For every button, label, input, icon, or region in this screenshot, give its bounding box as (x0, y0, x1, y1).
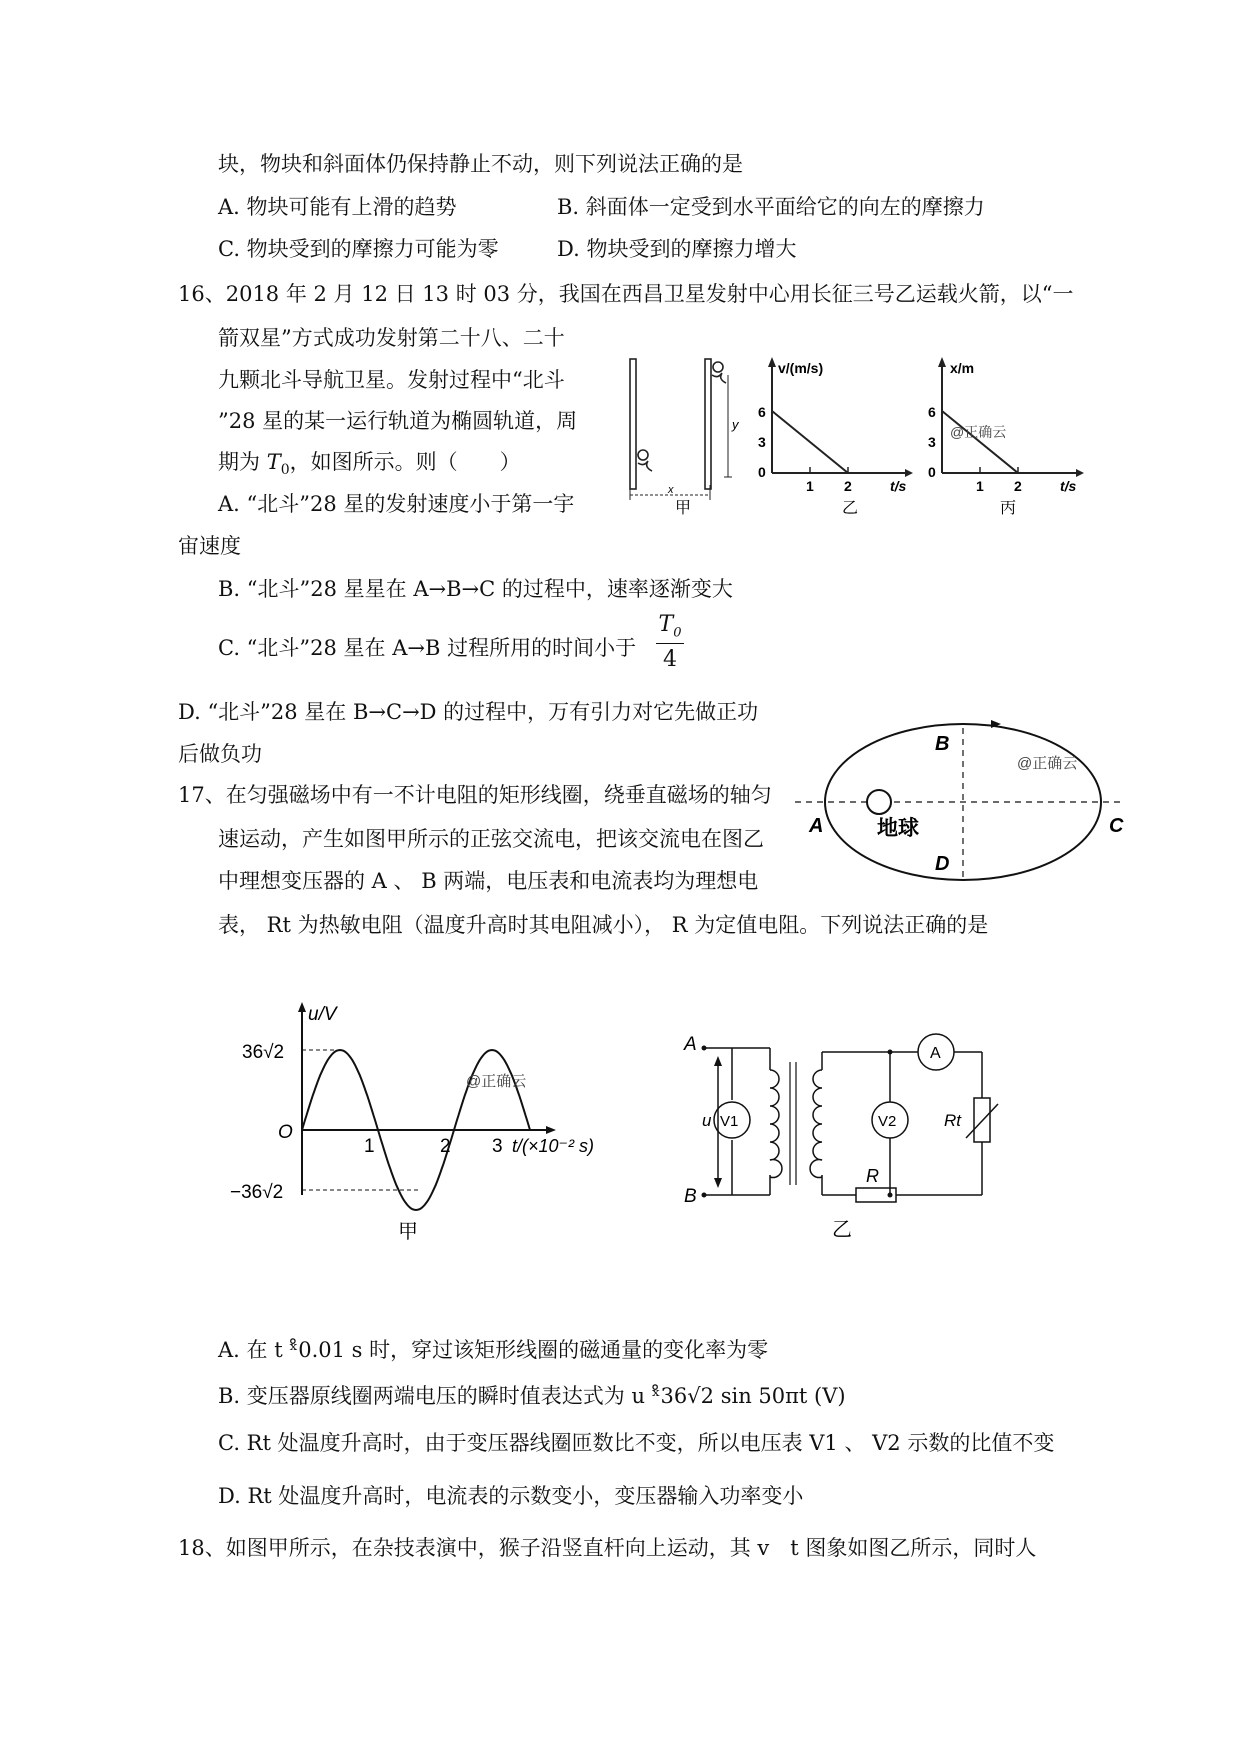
q16-option-d-line1: D. “北斗”28 星在 B→C→D 的过程中，万有引力对它先做正功 (178, 700, 759, 724)
monkey-top-icon (713, 362, 723, 372)
orbit-earth-label: 地球 (877, 817, 919, 840)
bing-line (942, 411, 1018, 473)
label-y: y (732, 417, 739, 432)
figure-orbit (795, 720, 1125, 890)
wave-watermark: @正确云 (466, 1073, 527, 1090)
yi-tick-1: 1 (806, 478, 814, 494)
yi-tick-0: 0 (758, 464, 766, 480)
q16-option-a-line2: 宙速度 (178, 534, 241, 558)
circuit-caption: 乙 (832, 1219, 852, 1241)
bing-tick-0: 0 (928, 464, 936, 480)
left-pole (630, 359, 636, 489)
yi-tick-6: 6 (758, 404, 766, 420)
figure-transformer-circuit (680, 1030, 1000, 1240)
wave-tick-2: 2 (440, 1136, 451, 1157)
circuit-r-label: R (866, 1166, 879, 1186)
q15-option-d: D. 物块受到的摩擦力增大 (557, 237, 797, 261)
yi-line (772, 411, 848, 473)
monkey-top-body (712, 373, 726, 383)
q17-option-d: D. Rt 处温度升高时，电流表的示数变小，变压器输入功率变小 (218, 1484, 804, 1508)
orbit-label-b: B (935, 733, 950, 755)
wave-bottom-label: −36√2 (230, 1182, 284, 1203)
circuit-terminal-a: A (684, 1034, 697, 1055)
q17-option-b: B. 变压器原线圈两端电压的瞬时值表达式为 u ˣ̊36√2 sin 50πt (V) (218, 1384, 846, 1408)
q15-option-b: B. 斜面体一定受到水平面给它的向左的摩擦力 (557, 195, 985, 219)
q16-line3: 九颗北斗导航卫星。发射过程中“北斗 (218, 368, 565, 392)
q15-option-a: A. 物块可能有上滑的趋势 (218, 195, 457, 219)
wave-u-axis-label: u/V (308, 1004, 337, 1025)
circuit-v2-label: V2 (878, 1113, 897, 1130)
caption-yi: 乙 (842, 500, 859, 517)
wave-tick-1: 1 (364, 1136, 375, 1157)
secondary-coil (810, 1070, 822, 1178)
monkey-bottom-body (638, 461, 652, 471)
circuit-rt-label: Rt (944, 1111, 961, 1130)
caption-jia: 甲 (675, 500, 692, 517)
q18-line1: 18、如图甲所示，在杂技表演中，猴子沿竖直杆向上运动，其 v t 图象如图乙所示，同时人 (178, 1536, 1037, 1560)
bing-tick-3: 3 (928, 434, 936, 450)
q17-line1: 17、在匀强磁场中有一不计电阻的矩形线圈，绕垂直磁场的轴匀 (178, 783, 772, 807)
bing-tick-2: 2 (1014, 478, 1022, 494)
yi-v-axis-label: v/(m/s) (778, 360, 824, 376)
figure-monkey-pole-graphs (620, 355, 1090, 515)
q16-option-a-line1: A. “北斗”28 星的发射速度小于第一宇 (218, 492, 575, 516)
wave-caption: 甲 (398, 1221, 418, 1243)
q15-option-c: C. 物块受到的摩擦力可能为零 (218, 237, 499, 261)
orbit-watermark: @正确云 (1017, 755, 1078, 772)
orbit-label-a: A (809, 815, 824, 837)
yi-tick-3: 3 (758, 434, 766, 450)
thermistor-slash (966, 1104, 998, 1138)
orbit-label-d: D (935, 853, 950, 875)
q17-line2: 速运动，产生如图甲所示的正弦交流电，把该交流电在图乙 (218, 827, 764, 851)
q16-line1: 16、2018 年 2 月 12 日 13 时 03 分，我国在西昌卫星发射中心用长征三号乙运载火箭，以“一 (178, 282, 1074, 306)
q16-option-b: B. “北斗”28 星星在 A→B→C 的过程中，速率逐渐变大 (218, 577, 733, 601)
wave-t-axis-label: t/(×10⁻² s) (512, 1136, 595, 1156)
caption-bing: 丙 (1000, 500, 1017, 517)
right-pole (705, 359, 711, 489)
q16-line2: 箭双星”方式成功发射第二十八、二十 (218, 326, 565, 350)
q16-c-fraction-denominator: 4 (663, 647, 677, 672)
bing-tick-6: 6 (928, 404, 936, 420)
yi-t-axis-label: t/s (890, 478, 907, 494)
q16-line5: 期为 $T_0$，如图所示。则（ ） (218, 450, 521, 479)
circuit-ammeter-label: A (930, 1045, 941, 1062)
q16-c-fraction-numerator: $T_0$ (658, 612, 682, 641)
q17-line4: 表， Rt 为热敏电阻（温度升高时其电阻减小）， R 为定值电阻。下列说法正确的是 (218, 913, 989, 937)
q16-option-d-line2: 后做负功 (178, 742, 262, 766)
figure-jia-poles (630, 359, 732, 500)
primary-coil (770, 1070, 782, 1178)
figure-ac-waveform (230, 1000, 595, 1243)
q16-c-fraction-bar (656, 643, 684, 644)
wave-tick-3: 3 (492, 1136, 503, 1157)
yi-tick-2: 2 (844, 478, 852, 494)
circuit-terminal-b: B (684, 1186, 697, 1207)
circuit-u-label: u (702, 1111, 712, 1130)
q17-option-c: C. Rt 处温度升高时，由于变压器线圈匝数比不变，所以电压表 V1 、 V2 示数的比值不变 (218, 1431, 1055, 1455)
label-x: x (668, 484, 674, 496)
bing-x-axis-label: x/m (950, 360, 975, 376)
wave-origin-label: O (278, 1122, 293, 1143)
earth-icon (867, 790, 891, 814)
wave-top-label: 36√2 (242, 1042, 285, 1063)
bing-watermark: @正确云 (950, 424, 1007, 440)
bing-t-axis-label: t/s (1060, 478, 1077, 494)
orbit-label-c: C (1109, 815, 1124, 837)
circuit-v1-label: V1 (720, 1113, 739, 1130)
q16-line4: ”28 星的某一运行轨道为椭圆轨道，周 (218, 409, 578, 433)
q17-line3: 中理想变压器的 A 、 B 两端，电压表和电流表均为理想电 (218, 869, 759, 893)
bing-tick-1: 1 (976, 478, 984, 494)
q15-tail: 块，物块和斜面体仍保持静止不动，则下列说法正确的是 (218, 152, 743, 176)
q17-option-a: A. 在 t ˣ̊0.01 s 时，穿过该矩形线圈的磁通量的变化率为零 (218, 1338, 769, 1362)
monkey-bottom-icon (638, 450, 648, 460)
q16-option-c: C. “北斗”28 星在 A→B 过程所用的时间小于 (218, 636, 637, 660)
